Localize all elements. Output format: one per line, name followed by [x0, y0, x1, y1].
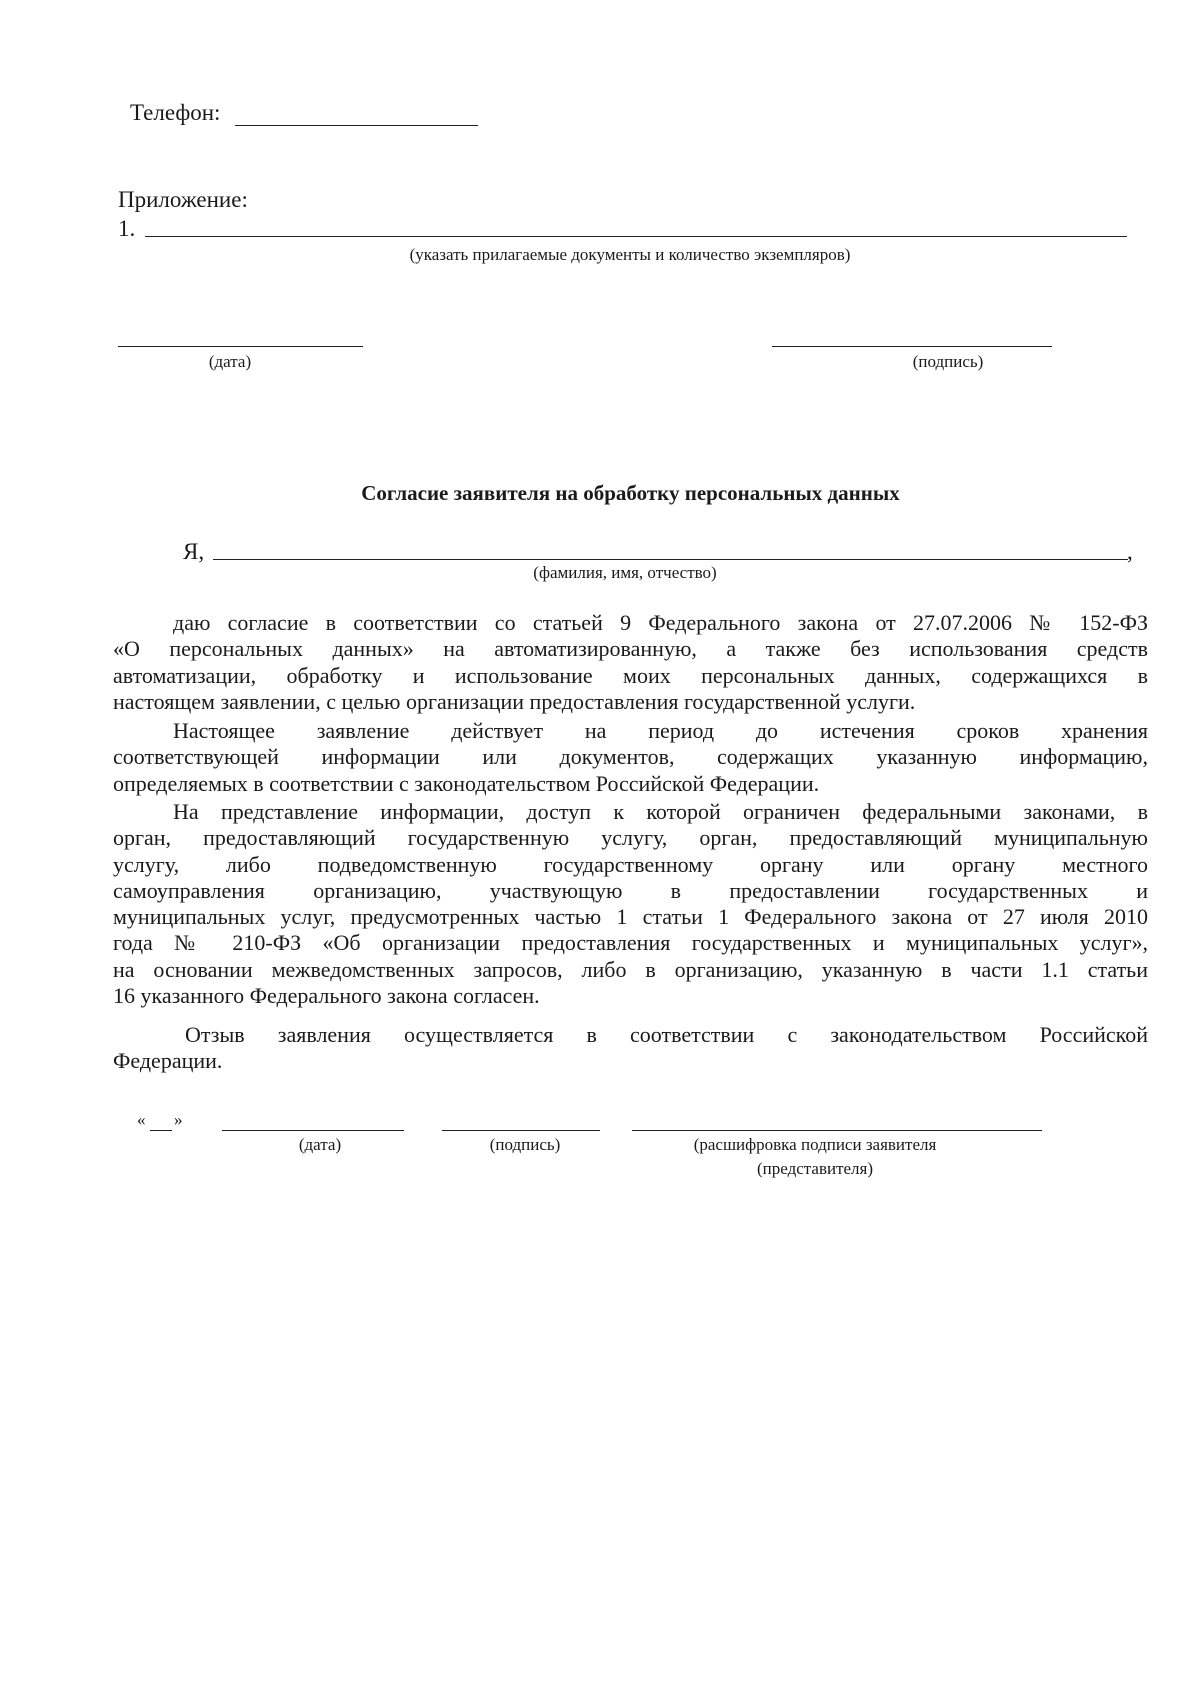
phone-field-line[interactable]	[235, 125, 478, 126]
text-line: Настоящее заявление действует на период до истечения сроков хранения	[173, 718, 1148, 743]
signature-field-line[interactable]	[772, 346, 1052, 347]
text-line: «О персональных данных» на автоматизированную, а также без использования средств	[113, 636, 1148, 662]
text-line: года № 210-ФЗ «Об организации предоставления государственных и муниципальных услуг»,	[113, 930, 1148, 956]
footer-signature-caption: (подпись)	[489, 1135, 561, 1154]
attachment-number: 1.	[118, 216, 136, 241]
consent-paragraph-1	[113, 610, 1148, 715]
date-field-line[interactable]	[118, 346, 363, 347]
signature-caption: (подпись)	[912, 352, 984, 371]
i-label: Я,	[183, 539, 205, 564]
day-field-line[interactable]	[150, 1130, 172, 1131]
text-line: На представление информации, доступ к которой ограничен федеральными законами, в	[173, 799, 1148, 824]
consent-title: Согласие заявителя на обработку персональных данных	[361, 481, 900, 505]
quote-close: »	[174, 1110, 183, 1129]
phone-label: Телефон:	[130, 100, 221, 125]
text-line: 16 указанного Федерального закона согласен.	[113, 983, 540, 1009]
text-line: муниципальных услуг, предусмотренных частью 1 статьи 1 Федерального закона от 27 июля 2010	[113, 904, 1148, 930]
attachment-label: Приложение:	[118, 187, 248, 212]
text-line: услугу, либо подведомственную государственному органу или органу местного	[113, 851, 1148, 877]
consent-paragraph-2	[113, 718, 1148, 797]
text-line: даю согласие в соответствии со статьей 9 Федерального закона от 27.07.2006 № 152-ФЗ	[173, 610, 1148, 635]
footer-date-caption: (дата)	[298, 1135, 342, 1154]
text-line: соответствующей информации или документов, содержащих указанную информацию,	[113, 744, 1148, 770]
name-end-comma: ,	[1127, 539, 1133, 564]
decoding-field-line[interactable]	[632, 1130, 1042, 1131]
text-line: Федерации.	[113, 1048, 223, 1074]
text-line: самоуправления организацию, участвующую в предоставлении государственных и	[113, 877, 1148, 903]
name-hint: (фамилия, имя, отчество)	[533, 563, 717, 582]
attachment-hint: (указать прилагаемые документы и количество экземпляров)	[409, 245, 851, 264]
footer-signature-field-line[interactable]	[442, 1130, 600, 1131]
quote-open: «	[137, 1110, 146, 1129]
decoding-caption-line-1: (расшифровка подписи заявителя	[693, 1135, 937, 1154]
text-line: настоящем заявлении, с целью организации предоставления государственной услуги.	[113, 688, 916, 714]
decoding-caption-line-2: (представителя)	[756, 1159, 874, 1178]
text-line: определяемых в соответствии с законодательством Российской Федерации.	[113, 770, 820, 796]
text-line: орган, предоставляющий государственную услугу, орган, предоставляющий муниципальную	[113, 825, 1148, 851]
full-name-field-line[interactable]	[213, 559, 1128, 560]
text-line: автоматизации, обработку и использование моих персональных данных, содержащихся в	[113, 662, 1148, 688]
footer-date-field-line[interactable]	[222, 1130, 404, 1131]
attachment-field-line[interactable]	[145, 236, 1127, 237]
date-caption: (дата)	[208, 352, 252, 371]
consent-paragraph-4	[113, 1022, 1148, 1075]
text-line: Отзыв заявления осуществляется в соответствии с законодательством Российской	[185, 1022, 1148, 1047]
consent-paragraph-3	[113, 799, 1148, 1009]
text-line: на основании межведомственных запросов, либо в организацию, указанную в части 1.1 статьи	[113, 956, 1148, 982]
